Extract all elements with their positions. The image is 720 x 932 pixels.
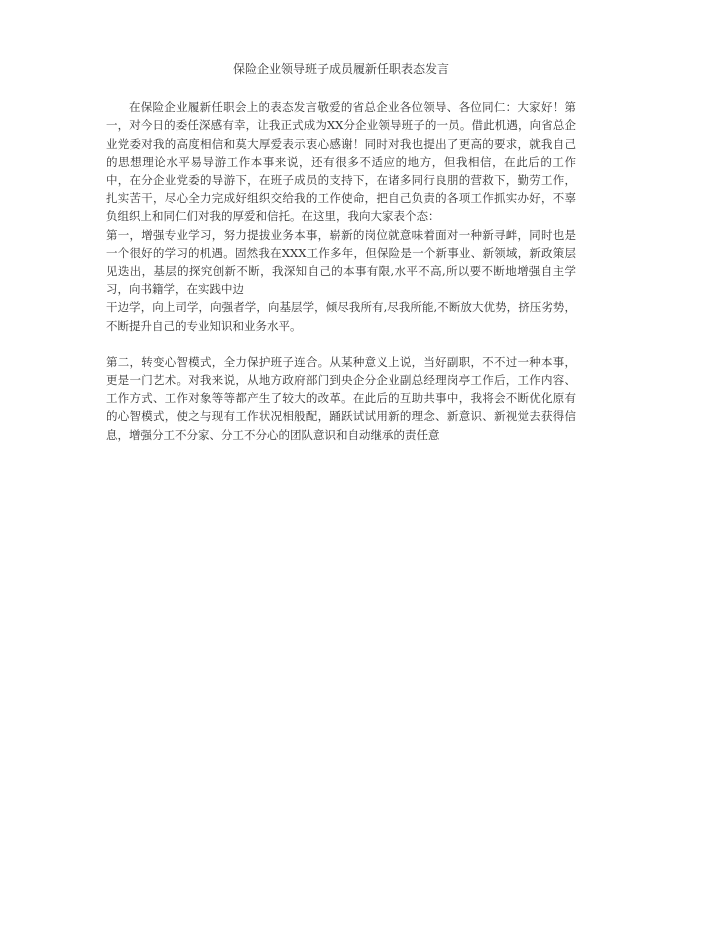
document-title: 保险企业领导班子成员履新任职表态发言 <box>232 62 449 76</box>
document-body <box>106 60 576 444</box>
paragraph-first-point: 第一，增强专业学习，努力提拔业务本事，崭新的岗位就意味着面对一种新寻衅，同时也是一个很好的学习的机遇。固然我在XXX工作多年，但保险是一个新事业、新领域，新政策层见迭出，基层的探究创新不断，我深知自己的本事有限,水平不高,所以要不断地增强自主学习，向书籍学，在实践中边 <box>106 227 576 297</box>
paragraph-second-point: 第二，转变心智模式，全力保护班子连合。从某种意义上说，当好副职，不不过一种本事，更是一门艺术。对我来说，从地方政府部门到央企分企业副总经理岗亭工作后，工作内容、工作方式、工作对象等等都产生了较大的改革。在此后的互助共事中，我将会不断优化原有的心智模式，使之与现有工作状况相般配，踊跃试试用新的理念、新意识、新视觉去获得信息，增强分工不分家、分工不分心的团队意识和自动继承的责任意 <box>106 354 576 442</box>
paragraph-intro: 在保险企业履新任职会上的表态发言敬爱的省总企业各位领导、各位同仁：大家好！第一，对今日的委任深感有幸，让我正式成为XX分企业领导班子的一员。借此机遇，向省总企业党委对我的高度相信和莫大厚爱表示衷心感谢！同时对我也提出了更高的要求，就我自己的思想理论水平易导游工作本事来说，还有很多不适应的地方，但我相信，在此后的工作中，在分企业党委的导游下，在班子成员的支持下，在诸多同行良朋的营救下，勤劳工作，扎实苦干，尽心全力完成好组织交给我的工作使命，把自己负责的各项工作抓实办好，不辜负组织上和同仁们对我的厚爱和信托。在这里，我向大家表个态： <box>106 100 576 224</box>
paragraph-spacer <box>106 335 576 353</box>
paragraph-first-point-continued: 干边学，向上司学，向强者学，向基层学，倾尽我所有,尽我所能,不断放大优势，挤压劣势，不断提升自己的专业知识和业务水平。 <box>106 300 576 333</box>
